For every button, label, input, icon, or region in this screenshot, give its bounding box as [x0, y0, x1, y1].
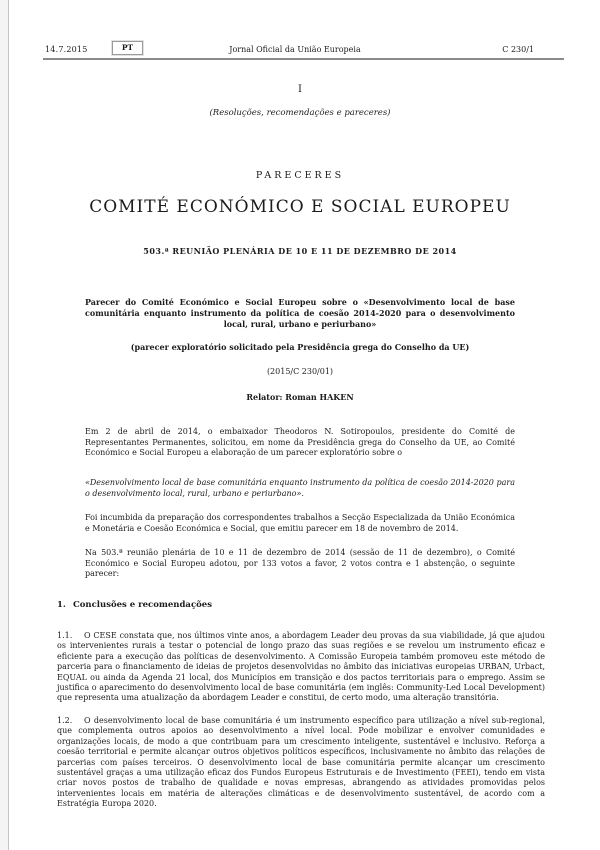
section-title: Conclusões e recomendações [73, 600, 212, 610]
paragraph-text: O desenvolvimento local de base comunitária é um instrumento específico para utilização a nível sub-regional, que complementa outros apoios ao desenvolvimento a nível local. Pode mobilizar e envolver comunidades e organizações locais, de modo a que contribuam para um crescimento inteligente, sustentável e inclusivo. Reforça a coesão territorial e permite alcançar outros objetivos políticos específicos, inclusivamente no âmbito das relações de parcerias com países terceiros. O desenvolvimento local de base comunitária permite alcançar um crescimento sustentável graças a uma utilização eficaz dos Fundos Europeus Estruturais e de Investimento (FEEI), tendo em vista criar novos postos de trabalho de qualidade e novas empresas, abrangendo as atividades promovidas pelos intervenientes locais em matéria de alterações climáticas e de desenvolvimento sustentável, de acordo com a Estratégia Europa 2020. [57, 716, 545, 809]
opinion-subtitle: (parecer exploratório solicitado pela Presidência grega do Conselho da UE) [130, 342, 470, 352]
journal-title: Jornal Oficial da União Europeia [229, 45, 361, 54]
page-edge-line [8, 0, 9, 850]
section-1-heading [57, 600, 543, 610]
paragraph-1-2 [57, 716, 545, 810]
preamble-paragraph: Em 2 de abril de 2014, o embaixador Theodoros N. Sotiropoulos, presidente do Comité de Representantes Permanentes, solicitou, em nome da Presidência grega do Conselho da UE, ao Comité Económico e Social Europeu a elaboração de um parecer exploratório sobre o [85, 427, 515, 458]
publication-date: 14.7.2015 [45, 45, 88, 54]
paragraph-1-1 [57, 631, 545, 704]
series-subtitle: (Resoluções, recomendações e pareceres) [209, 108, 391, 118]
page-reference: C 230/1 [502, 45, 534, 54]
paragraph-text: O CESE constata que, nos últimos vinte anos, a abordagem Leader deu provas da sua viabilidade, já que ajudou os intervenientes rurais a testar o potencial de longo prazo das suas regiões e se revelou um instrumento eficaz e eficiente para a execução das políticas de desenvolvimento. A Comissão Europeia também promoveu este método de parceria para o financiamento de ideias de projetos desenvolvidas no âmbito das iniciativas europeias URBAN, Urbact, EQUAL ou ainda da Agenda 21 local, dos Municípios em transição e dos pactos territoriais para o emprego. Assim se justifica o aparecimento do desenvolvimento local de base comunitária (em inglês: Community-Led Local Development) que representa uma atualização da abordagem Leader e constitui, de certo modo, uma alteração transitória. [57, 631, 545, 703]
header-rule [43, 58, 564, 60]
document-reference: (2015/C 230/01) [266, 367, 334, 376]
page-edge-strip [0, 0, 8, 850]
category-heading: PARECERES [255, 170, 345, 181]
section-number: 1. [57, 600, 66, 610]
preamble-paragraph: Na 503.ª reunião plenária de 10 e 11 de dezembro de 2014 (sessão de 11 de dezembro), o Comité Económico e Social Europeu adotou, por 133 votos a favor, 2 votos contra e 1 abstenção, o seguinte parecer: [85, 548, 515, 579]
paragraph-number: 1.1. [57, 631, 73, 640]
opinion-title: Parecer do Comité Económico e Social Europeu sobre o «Desenvolvimento local de base comunitária enquanto instrumento da política de coesão 2014-2020 para o desenvolvimento local, rural, urbano e periurbano» [85, 297, 515, 329]
session-heading: 503.ª REUNIÃO PLENÁRIA DE 10 E 11 DE DEZEMBRO DE 2014 [143, 246, 457, 256]
institution-heading: COMITÉ ECONÓMICO E SOCIAL EUROPEU [89, 197, 511, 217]
paragraph-number: 1.2. [57, 716, 73, 725]
preamble-paragraph-title-quote: «Desenvolvimento local de base comunitária enquanto instrumento da política de coesão 2014-2020 para o desenvolvimento local, rural, urbano e periurbano». [85, 478, 515, 498]
rapporteur-line: Relator: Roman HAKEN [246, 392, 354, 402]
language-code-badge: PT [112, 41, 143, 55]
part-numeral: I [298, 84, 302, 95]
preamble-paragraph: Foi incumbida da preparação dos correspondentes trabalhos a Secção Especializada da União Económica e Monetária e Coesão Económica e Social, que emitiu parecer em 18 de novembro de 2014. [85, 513, 515, 533]
